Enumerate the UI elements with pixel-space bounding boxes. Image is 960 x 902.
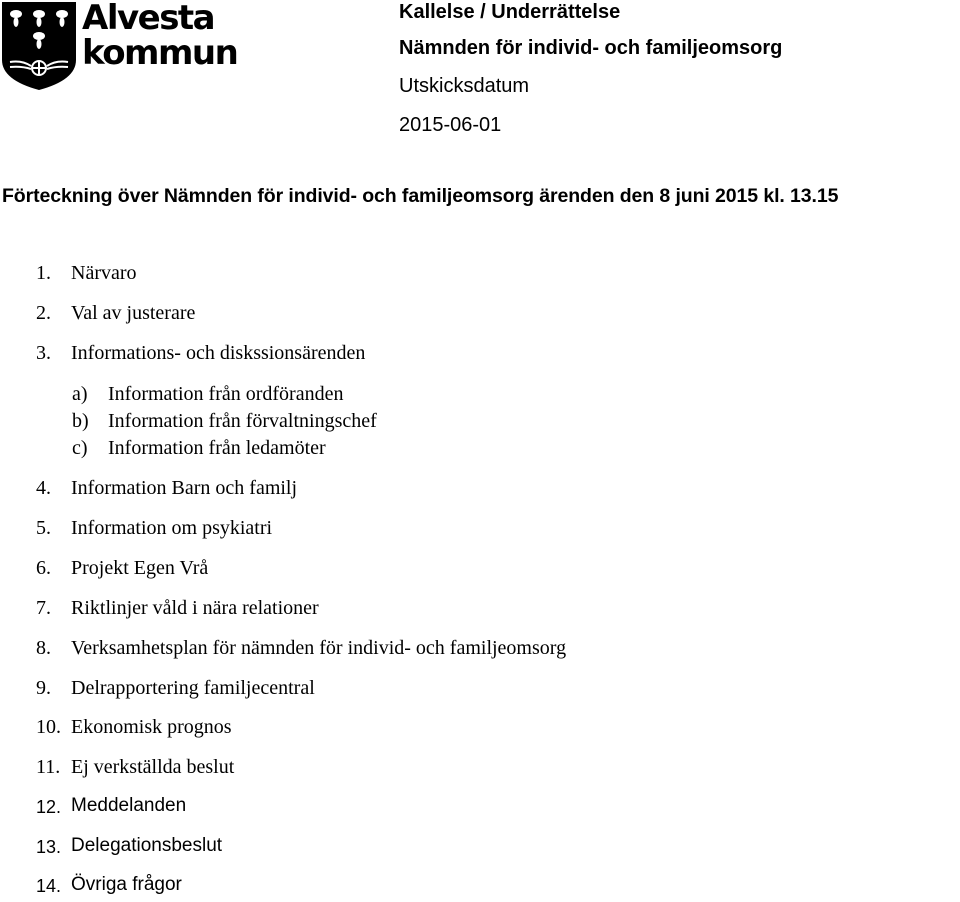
item-number: 3. — [36, 342, 51, 364]
item-text: Riktlinjer våld i nära relationer — [71, 597, 319, 619]
date-label: Utskicksdatum — [399, 75, 530, 97]
doc-type: Kallelse / Underrättelse — [399, 1, 621, 23]
item-number: 7. — [36, 597, 51, 619]
item-text: Övriga frågor — [71, 874, 182, 895]
item-number: 12. — [36, 797, 62, 817]
item-text: Delrapportering familjecentral — [71, 677, 315, 699]
item-number: 10. — [36, 716, 61, 738]
item-text: Närvaro — [71, 262, 137, 284]
item-number: 2. — [36, 302, 51, 324]
item-text: Informations- och diskssionsärenden — [71, 342, 366, 364]
item-text: Val av justerare — [71, 302, 196, 324]
item-number: 9. — [36, 677, 51, 699]
committee-name: Nämnden för individ- och familjeomsorg — [399, 37, 783, 59]
alvesta-kommun-logo — [0, 0, 240, 92]
item-text: Meddelanden — [71, 795, 187, 816]
item-number: 13. — [36, 837, 62, 857]
item-text: Projekt Egen Vrå — [71, 557, 209, 579]
item-text: Information Barn och familj — [71, 477, 298, 499]
sub-item-letter: a) — [72, 383, 88, 405]
item-number: 11. — [36, 756, 61, 778]
item-number: 5. — [36, 517, 51, 539]
sub-item-text: Information från ordföranden — [108, 383, 344, 405]
sub-item-text: Information från förvaltningschef — [108, 410, 377, 432]
sub-item-text: Information från ledamöter — [108, 437, 326, 459]
sub-item-letter: b) — [72, 410, 89, 432]
item-number: 4. — [36, 477, 51, 499]
item-number: 1. — [36, 262, 51, 284]
item-text: Ej verkställda beslut — [71, 756, 235, 778]
sub-item-letter: c) — [72, 437, 88, 459]
item-number: 6. — [36, 557, 51, 579]
item-text: Delegationsbeslut — [71, 835, 223, 856]
logo-name-line2: kommun — [82, 33, 238, 73]
page-title: Förteckning över Nämnden för individ- och familjeomsorg ärenden den 8 juni 2015 kl. 13.15 — [2, 185, 839, 207]
date-value: 2015-06-01 — [399, 114, 502, 136]
item-number: 14. — [36, 876, 62, 896]
item-number: 8. — [36, 637, 51, 659]
logo-name-line1: Alvesta — [82, 0, 215, 38]
item-text: Information om psykiatri — [71, 517, 273, 539]
item-text: Ekonomisk prognos — [71, 716, 232, 738]
item-text: Verksamhetsplan för nämnden för individ- och familjeomsorg — [71, 637, 567, 659]
